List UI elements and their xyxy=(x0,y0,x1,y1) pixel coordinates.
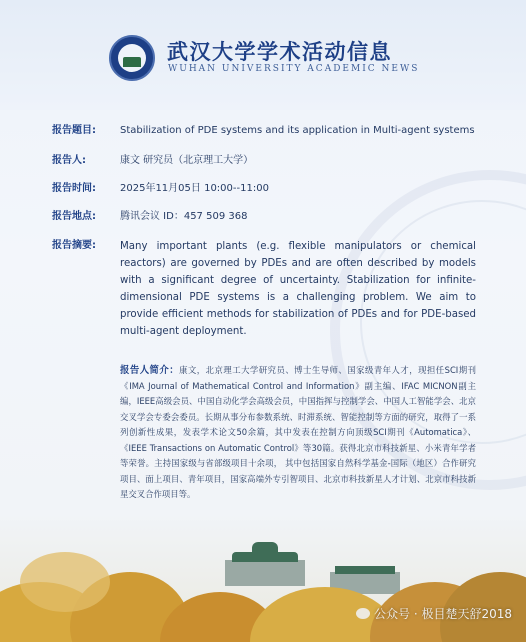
detail-row-location xyxy=(52,209,476,225)
wechat-watermark xyxy=(356,605,512,622)
campus-scenery xyxy=(0,542,526,642)
detail-row-speaker xyxy=(52,153,476,169)
talk-time: 2025年11月05日 10:00--11:00 xyxy=(120,183,269,194)
talk-abstract: Many important plants (e.g. flexible manipulators or chemical reactors) are governed by PDEs and are often described by models with a significant degree of uncertainty. Stabilization for infinite-dimensional PDE systems is a challenging problem. We aim to provide efficient methods for stabilization of PDEs and for PDE-based multi-agent deployment. xyxy=(120,241,476,337)
talk-location: 腾讯会议 ID：457 509 368 xyxy=(120,211,248,222)
detail-label: 报告地点: xyxy=(52,211,96,222)
detail-label: 报告题目: xyxy=(52,125,96,136)
page-subtitle: WUHAN UNIVERSITY ACADEMIC NEWS xyxy=(168,64,420,74)
bio-text: 康文，北京理工大学研究员、博士生导师、国家级青年人才，现担任SCI期刊《IMA Journal of Mathematical Control and Information》副主编、IFAC MICNON副主编，IEEE高级会员、中国自动化学会高级会员，中国指挥与控制学会、中国人工智能学会、北京交叉学会专委会委员。长期从事分布参数系统、时滞系统、智能控制等方面的研究，取得了一系列创新性成果，发表学术论文50余篇，其中发表在控制方向顶级SCI期刊《Automatica》、《IEEE Transactions on Automatic Control》等30篇。获得北京市科技新星、小米青年学者等荣誉。主持国家级与省部级项目十余项， 其中包括国家自然科学基金-国际（地区）合作研究项目、面上项目、青年项目，国家高端外专引智项目、北京市科技新星人才计划、北京市科技新星交叉合作项目等。 xyxy=(120,365,476,499)
bio-label: 报告人简介： xyxy=(120,365,180,376)
speaker: 康文 研究员（北京理工大学） xyxy=(120,155,254,166)
detail-label: 报告人: xyxy=(52,155,86,166)
speaker-bio xyxy=(120,363,476,503)
detail-label: 报告时间: xyxy=(52,183,96,194)
watermark-text: 公众号 · 极目楚天舒2018 xyxy=(374,607,512,621)
detail-row-abstract xyxy=(52,238,476,340)
detail-row-title xyxy=(52,123,476,139)
talk-title: Stabilization of PDE systems and its application in Multi-agent systems xyxy=(120,125,475,136)
page-title: 武汉大学学术活动信息 xyxy=(167,40,392,64)
wechat-icon xyxy=(356,608,370,619)
wuhan-university-emblem-icon xyxy=(109,35,155,81)
talk-details xyxy=(52,123,476,340)
detail-row-time xyxy=(52,181,476,197)
detail-label: 报告摘要: xyxy=(52,240,96,251)
